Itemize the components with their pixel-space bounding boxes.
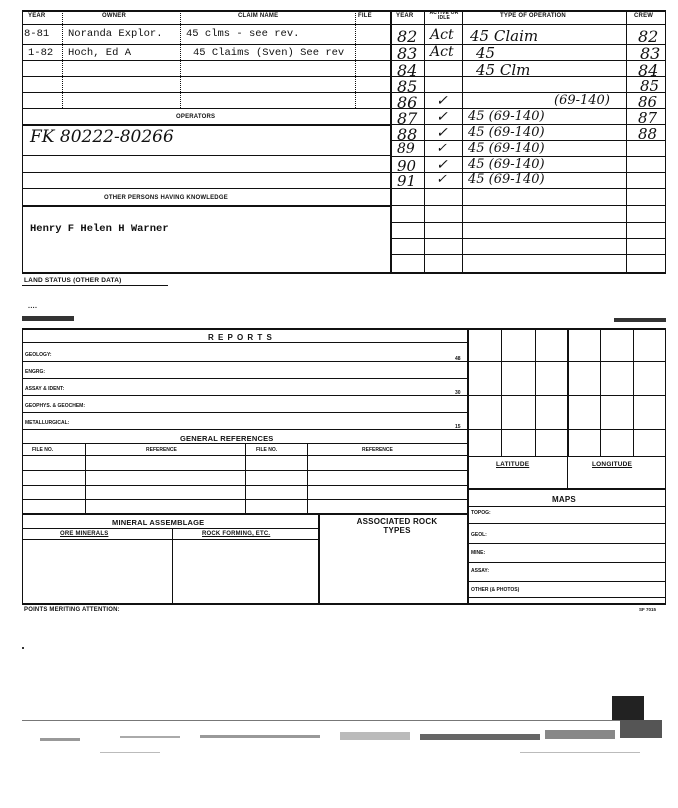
header-crew: CREW [634, 13, 654, 19]
gen-ref-file-no-1: FILE NO. [32, 447, 54, 453]
report-geology-num: 48 [455, 356, 461, 362]
owner-row-year: 8-81 [24, 28, 50, 40]
activity-year: 83 [397, 44, 418, 63]
maps-topog: TOPOG: [471, 510, 491, 516]
activity-crew: 88 [638, 125, 658, 143]
activity-status: ✓ [436, 157, 448, 173]
activity-type: 45 (69-140) [468, 109, 545, 124]
header-year: YEAR [28, 13, 46, 19]
owner-row-owner: Noranda Explor. [68, 28, 163, 40]
reports-title: R E P O R T S [208, 333, 273, 342]
activity-status: ✓ [436, 93, 448, 109]
activity-status: ✓ [436, 125, 448, 141]
report-engrg-label: ENGRG: [25, 369, 45, 375]
operators-title: OPERATORS [176, 114, 216, 120]
activity-year: 91 [397, 172, 417, 190]
header-file: FILE [358, 13, 372, 19]
gen-ref-reference-1: REFERENCE [146, 447, 177, 453]
header-owner: OWNER [102, 13, 126, 19]
activity-year: 84 [397, 61, 418, 80]
mineral-assemblage-title: MINERAL ASSEMBLAGE [112, 518, 205, 527]
land-status-label: LAND STATUS (OTHER DATA) [24, 277, 122, 284]
report-geophys-label: GEOPHYS. & GEOCHEM: [25, 403, 86, 409]
activity-year: 88 [397, 125, 418, 144]
activity-status: Act [430, 44, 454, 60]
header-claim-name: CLAIM NAME [238, 13, 279, 19]
maps-assay: ASSAY: [471, 568, 490, 574]
activity-crew: 82 [638, 27, 659, 46]
gen-ref-file-no-2: FILE NO. [256, 447, 278, 453]
activity-crew: 84 [638, 61, 659, 80]
activity-type: 45 [476, 44, 496, 62]
general-references-title: GENERAL REFERENCES [180, 434, 274, 443]
maps-geol: GEOL: [471, 532, 487, 538]
report-assay-label: ASSAY & IDENT: [25, 386, 65, 392]
activity-year: 87 [397, 109, 418, 128]
report-assay-num: 30 [455, 390, 461, 396]
activity-status: ✓ [436, 109, 448, 125]
activity-crew: 83 [640, 44, 661, 63]
activity-year: 82 [397, 27, 418, 46]
report-geology-label: GEOLOGY: [25, 352, 52, 358]
activity-crew: 87 [638, 109, 658, 127]
header-active-idle: ACTIVE OR IDLE [429, 10, 459, 21]
owner-row-claim: 45 clms - see rev. [186, 28, 300, 40]
header-year-2: YEAR [396, 13, 414, 19]
latitude-label: LATITUDE [496, 461, 530, 468]
scan-mark [22, 316, 74, 321]
activity-status: Act [430, 27, 454, 43]
activity-year: 89 [397, 141, 415, 157]
activity-type: 45 (69-140) [468, 141, 545, 156]
activity-crew: 86 [638, 93, 658, 111]
activity-type: 45 Claim [470, 27, 539, 45]
ore-minerals-label: ORE MINERALS [60, 531, 109, 537]
activity-year: 86 [397, 93, 418, 112]
scan-mark [614, 318, 666, 322]
owner-row-owner: Hoch, Ed A [68, 47, 132, 59]
report-metallurgical-num: 15 [455, 424, 461, 430]
operators-value: FK 80222-80266 [30, 127, 174, 147]
activity-type: 45 (69-140) [468, 157, 545, 172]
activity-type: 45 (69-140) [468, 125, 545, 140]
rock-forming-label: ROCK FORMING, ETC. [202, 531, 271, 537]
activity-status: ✓ [436, 141, 447, 156]
gen-ref-reference-2: REFERENCE [362, 447, 393, 453]
activity-crew: 85 [640, 77, 660, 95]
points-meriting-label: POINTS MERITING ATTENTION: [24, 607, 120, 613]
form-code: SF 7015 [639, 607, 657, 612]
activity-type: 45 Clm [476, 61, 531, 79]
activity-year: 90 [397, 157, 417, 175]
maps-mine: MINE: [471, 550, 486, 556]
activity-type: (69-140) [554, 93, 610, 108]
report-metallurgical-label: METALLURGICAL: [25, 420, 70, 426]
owner-row-claim: 45 Claims (Sven) See rev [193, 47, 345, 59]
longitude-label: LONGITUDE [592, 461, 633, 468]
activity-status: ✓ [436, 172, 447, 187]
activity-year: 85 [397, 77, 418, 96]
other-persons-value: Henry F Helen H Warner [30, 223, 169, 235]
owner-row-year: 1-82 [28, 47, 54, 59]
maps-other: OTHER (& PHOTOS) [471, 587, 520, 593]
header-type-of-operation: TYPE OF OPERATION [500, 13, 566, 19]
other-persons-title: OTHER PERSONS HAVING KNOWLEDGE [104, 195, 228, 201]
maps-title: MAPS [552, 495, 576, 504]
associated-rock-types: ASSOCIATED ROCK TYPES [356, 517, 438, 535]
land-status-mark: ···· [28, 305, 38, 312]
activity-type: 45 (69-140) [468, 172, 545, 187]
